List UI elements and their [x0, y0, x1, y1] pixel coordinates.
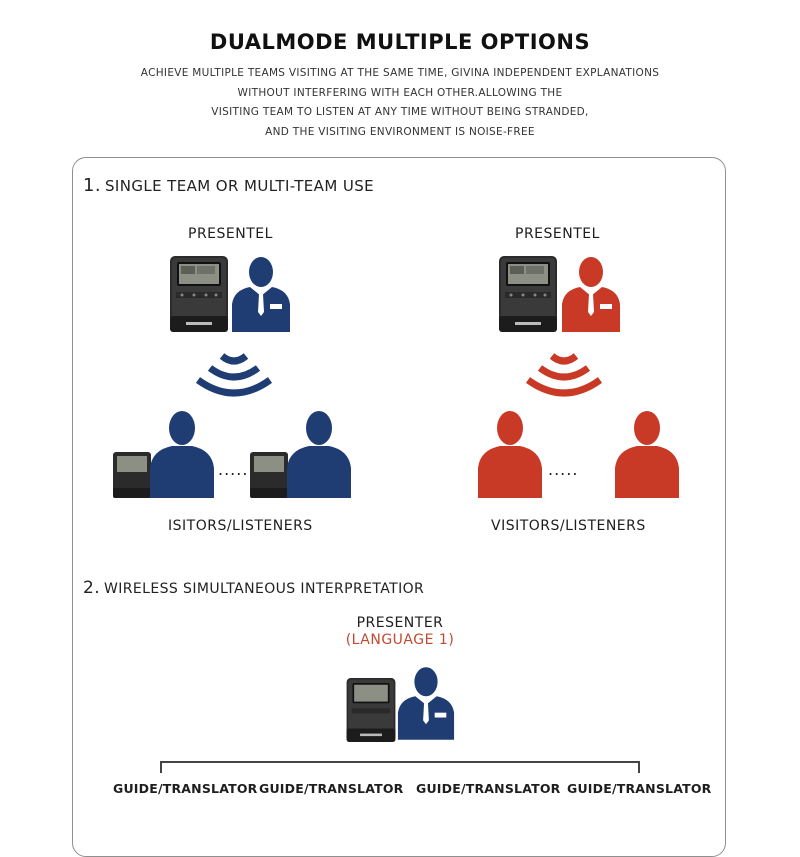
presenter-person-icon [396, 664, 456, 742]
receiver-device-icon [250, 452, 290, 498]
subtitle-line: ACHIEVE MULTIPLE TEAMS VISITING AT THE SAME TIME, GIVINA INDEPENDENT EXPLANATIONS [140, 67, 660, 79]
section-title: WIRELESS SIMULTANEOUS INTERPRETATIOR [104, 581, 425, 597]
listener-person-icon [615, 410, 679, 498]
wireless-waves-icon [192, 348, 276, 400]
transmitter-device-icon [499, 256, 557, 332]
interpretation-presenter-label: PRESENTER [356, 615, 444, 631]
wireless-waves-icon [522, 348, 606, 400]
section-number: 2. [83, 578, 101, 598]
section-title: SINGLE TEAM OR MULTI-TEAM USE [104, 177, 375, 195]
team-2-listeners-label: VISITORS/LISTENERS [491, 518, 646, 534]
transmitter-device-icon [170, 256, 228, 332]
receiver-device-icon [113, 452, 153, 498]
section-1-heading [83, 175, 374, 196]
language-label: (LANGUAGE 1) [345, 632, 455, 648]
guide-translator-label: GUIDE/TRANSLATOR [567, 781, 712, 796]
guide-translator-label: GUIDE/TRANSLATOR [416, 781, 561, 796]
section-2-heading [83, 578, 424, 598]
section-number: 1. [83, 175, 101, 196]
subtitle-line: VISITING TEAM TO LISTEN AT ANY TIME WITHOUT BEING STRANDED, [211, 106, 589, 119]
ellipsis: ..... [218, 460, 249, 479]
guide-translator-label: GUIDE/TRANSLATOR [259, 781, 404, 796]
subtitle-line: AND THE VISITING ENVIRONMENT IS NOISE-FREE [265, 125, 535, 138]
team-2-presenter-label: PRESENTEL [515, 226, 600, 242]
listener-person-icon [478, 410, 542, 498]
presenter-person-icon [560, 256, 622, 332]
listener-person-icon [150, 410, 214, 498]
guide-translator-label: GUIDE/TRANSLATOR [113, 781, 258, 796]
presenter-person-icon [230, 256, 292, 332]
subtitle-line: WITHOUT INTERFERING WITH EACH OTHER.ALLOWING THE [237, 86, 563, 99]
page-title: DUALMODE MULTIPLE OPTIONS [209, 30, 591, 54]
ellipsis: ..... [548, 460, 579, 479]
listener-person-icon [287, 410, 351, 498]
page-subtitle [60, 64, 740, 142]
team-1-presenter-label: PRESENTEL [188, 226, 273, 242]
transmitter-device-icon [346, 678, 396, 742]
team-1-listeners-label: ISITORS/LISTENERS [168, 518, 313, 534]
